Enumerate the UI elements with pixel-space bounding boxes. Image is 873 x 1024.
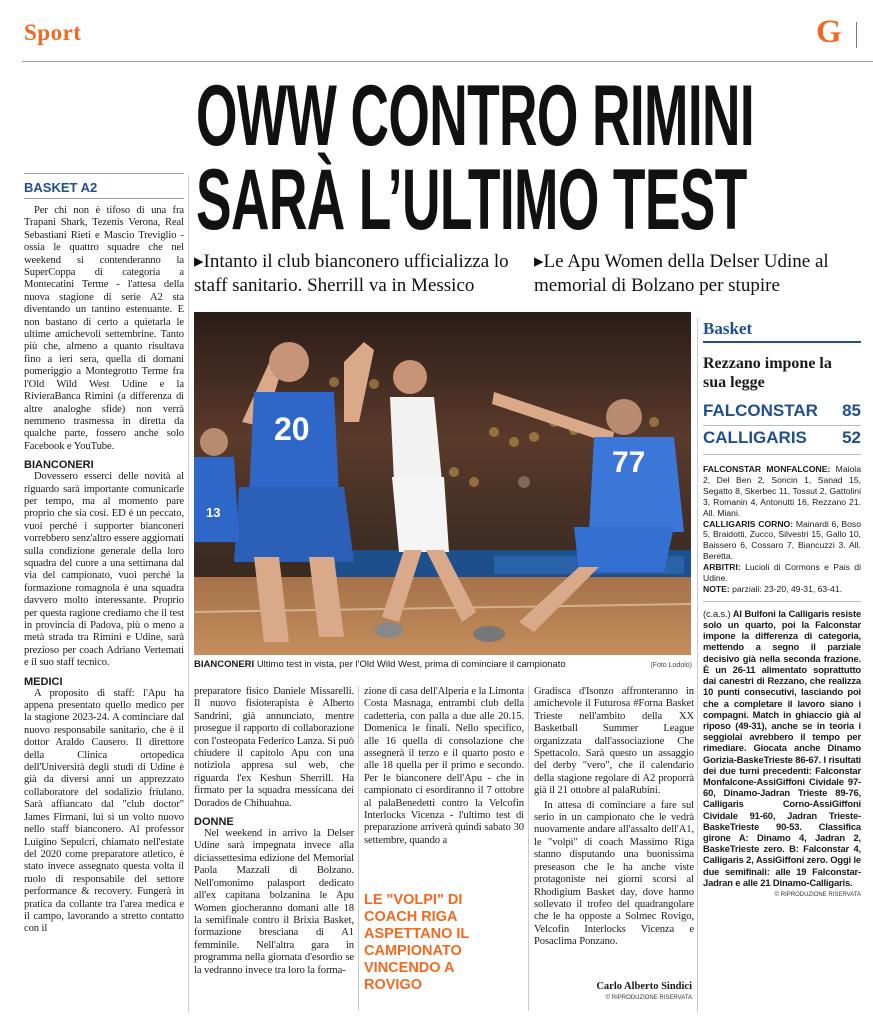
team-1-name: FALCONSTAR <box>703 401 818 420</box>
scoreboard <box>703 401 861 455</box>
box-mid-rule <box>703 601 861 602</box>
sidebar-sub-bianconeri: BIANCONERI <box>24 459 94 472</box>
sidebar-sub-medici: MEDICI <box>24 675 63 688</box>
column-divider-2 <box>528 686 529 1011</box>
article-column-1 <box>194 686 354 1016</box>
box-kicker: Basket <box>703 319 753 338</box>
jersey-number-20: 20 <box>274 411 310 447</box>
roster-2 <box>703 519 861 563</box>
roster-1-label: FALCONSTAR MONFALCONE: <box>703 464 831 474</box>
score-row-2 <box>703 428 861 450</box>
header-divider <box>856 22 857 48</box>
caption-label: BIANCONERI <box>194 659 255 670</box>
box-article <box>703 608 861 888</box>
article-copyright: © RIPRODUZIONE RISERVATA <box>605 995 692 1001</box>
notes-text: parziali: 23-20, 49-31, 63-41. <box>732 583 843 594</box>
referees-label: ARBITRI: <box>703 562 741 573</box>
sidebar-top-rule <box>24 173 184 174</box>
jersey-number-77: 77 <box>612 446 646 479</box>
sidebar-kicker: BASKET A2 <box>24 180 98 195</box>
photo-illustration <box>194 312 691 655</box>
roster-1 <box>703 464 861 519</box>
header-rule <box>22 61 873 62</box>
score-divider <box>703 425 861 426</box>
box-tabellino <box>703 464 861 595</box>
column-2-text: zione di casa dell'Alperia e la Limonta Costa Masnaga, entrambi club della cadetteria, con palla a due alle 20.15. Domenica le finali. Nello specifico, alle 16 quella di consolazione che assegnerà il terzo e il quarto posto e alle 18 quella per il primo e secondo. Per le bianconere dell'Apu - che in campionato ci esordiranno il 7 ottobre al palaBenedetti contro la Velcofin Interlocks Vicenza - l'ultimo test di preparazione arriverà quindi sabato 30 settembre, quando a <box>364 686 524 846</box>
deck-left: ▸Intanto il club bianconero ufficializza lo staff sanitario. Sherrill va in Messico <box>194 251 509 296</box>
column-divider-1 <box>358 686 359 1011</box>
headline-line-1: OWW CONTRO RIMINI <box>196 68 755 164</box>
pull-quote: LE "VOLPI" DI COACH RIGA ASPETTANO IL CAMPIONATO VINCENDO A ROVIGO <box>364 892 469 993</box>
referees-text: Lucioli di Cormons e Pais di Udine. <box>703 562 862 584</box>
photo-caption <box>194 659 624 671</box>
column-1-text-b: Nel weekend in arrivo la Delser Udine sarà impegnata invece alla diciassettesima edizione del Memorial Paola Mazzali di Bolzano. Nell'omonimo palasport dedicato all'ex capitana bolzanina le Apu Women giocheranno domani alle 18 la semifinale contro il Brixia Basket, formazione bresciana di A1 femminile. Nell'altra gara in programma nella giornata d'esordio se la vedranno invece tra loro la forma- <box>194 828 354 976</box>
deck-right: ▸Le Apu Women della Delser Udine al memorial di Bolzano per stupire <box>534 251 829 296</box>
author-byline: Carlo Alberto Sindici <box>596 981 692 992</box>
referees <box>703 562 861 584</box>
basket-result-box <box>703 318 861 1018</box>
roster-2-label: CALLIGARIS CORNO: <box>703 518 794 529</box>
section-label: Sport <box>24 20 82 45</box>
headline <box>196 68 755 248</box>
headline-line-2: SARÀ L’ULTIMO TEST <box>196 152 747 248</box>
sidebar-divider <box>188 175 189 1013</box>
article-column-2 <box>364 686 524 881</box>
article-column-3 <box>534 686 694 980</box>
caption-text: Ultimo test in vista, per l'Old Wild West, prima di cominciare il campionato <box>256 659 566 670</box>
team-2-name: CALLIGARIS <box>703 428 807 447</box>
team-1-score: 85 <box>842 401 861 420</box>
team-2-score: 52 <box>842 428 861 447</box>
sidebar-para-2: A proposito di staff: l'Apu ha appena presentato quello medico per la stagione 2023-24. A cominciare dal nuovo responsabile sanitario, che è il dottor Araldo Causero. Il direttore della Clinica ortopedica dell'Università degli studi di Udine è già da diversi anni un apprezzato collaboratore del sodalizio friulano. Sarà affiancato dal "club doctor" James Firmani, lui sì un volto nuovo nello staff bianconero. Al professor Luigino Sepulcri, chiamato nell'estate del 2020 come preparatore atletico, è stato invece assegnato questa volta il ruolo di responsabile del settore performance & recovery. Fungerà in pratica da collante tra l'area medica e il campo, lavorando a stretto contatto con il <box>24 687 184 935</box>
box-copyright: © RIPRODUZIONE RISERVATA <box>774 891 861 898</box>
jersey-number-13: 13 <box>206 505 221 520</box>
photo-credit: (Foto Lodolo) <box>650 662 692 669</box>
column-3-text: Gradisca d'Isonzo affronteranno in amichevole il Futurosa #Forna Basket Trieste nell'ambito della XX Basketball Summer League organizzata dall'associazione Che Spettacolo. Sarà questo un assaggio del derby "vero", che il calendario della stagione regolare di A2 proporrà già il 21 ottobre al palaRubini. <box>534 686 694 797</box>
box-divider <box>697 318 698 1013</box>
column-1-text: preparatore fisico Daniele Missarelli. Il nuovo fisioterapista è Alberto Sandrini, già annunciato, mentre prosegue il rapporto di collaborazione con l'osteopata Federico Lanza. Si può chiudere il capitolo Apu con una notiziola appresa sul web, che riguarda l'ex Keshun Sherrill. Ha firmato per la squadra messicana dei Dorados de Chihuahua. <box>194 686 354 809</box>
score-row-1 <box>703 401 861 423</box>
game-photo <box>194 312 691 655</box>
sidebar-para-1: Dovessero esserci delle novità al riguardo sarà importante comunicarle per tempo, ma al momento pare proprio che sia così. ED è un peccato, vuoi perché i supporter bianconeri vorrebbero senz'altro essere aggiornati sulla condizione generale della loro squadra del cuore a una settimana dal via del campionato, vuoi perché la formazione romagnola è una squadra davvero molto interessante. Proprio per questa ragione crediamo che il test in provincia di Padova, più o meno a metà strada tra Rimini e Udine, sarà prezioso per coach Adriano Vertemati e il suo staff tecnico. <box>24 471 184 669</box>
box-title: Rezzano impone la sua legge <box>703 355 832 391</box>
notes-label: NOTE: <box>703 583 730 594</box>
column-1-sub-donne: DONNE <box>194 816 234 829</box>
roster-2-text: Mainardi 6, Boso 5, Braidotti, Zucco, Silvestri 15, Gallo 10, Baissero 6, Cossaro 7, Biancuzzi 3. All. Beretta. <box>703 518 861 562</box>
sidebar-kicker-rule <box>24 198 184 199</box>
sidebar-intro: Per chi non è tifoso di una fra Trapani Shark, Tezenis Verona, Real Sebastiani Rieti e Mascio Treviglio - ossia le quattro squadre che nel weekend si contenderanno la SuperCoppa di categoria a Montecatini Terme - l'attesa della nuova stagione di serie A2 sta diventando un tantino estenuante. E non bastano di certo a quietarla le ultime amichevoli settembrine. Tanto più che, almeno a quanto risultava fino a ieri sera, quella di domani pomeriggio a Montegrotto Terme fra l'Old Wild West Udine e la RivieraBanca Rimini (a differenza di altre analoghe sfide) non verrà nemmeno trasmessa in diretta da qualche parte, fossero anche solo Facebook e YouTube. <box>24 205 184 452</box>
box-article-intro: (c.a.s.) <box>703 607 731 619</box>
sidebar-body <box>24 205 184 1015</box>
box-kicker-rule <box>703 341 861 343</box>
column-3-text-b: In attesa di cominciare a fare sul serio in un campionato che le vedrà nuovamente andare all'assalto dell'A1, le "volpi" di coach Massimo Riga stanno disputando una buonissima preseason che le ha anche viste protagoniste nei giorni scorsi al Rhodigium Basket day, dove hanno sollevato il trofeo del quadrangolare che le ha opposte a Solmec Rovigo, Velcofin Interlocks Vicenza e Posaclima Ponzano. <box>534 799 694 948</box>
box-article-text: Al Bulfoni la Calligaris resiste solo un quarto, poi la Falconstar impone la differenza di categoria, mettendo a segno il parziale decisivo già nella seconda frazione. È un 26-11 alimentato soprattutto dai canestri di Rezzano, che realizza 10 punti consecutivi, lasciando poi che a completare il lavoro siano i compagni. Match in ghiaccio già al riposo (49-31), anche se in teoria i seggiolai avrebbero il tempo per rimediare. Giocata anche Dinamo Gorizia-BaskeTrieste 86-67. I risultati dei due turni precedenti: Falconstar Monfalcone-AssiGiffoni Cividale 97-60, Dinamo-Jadran Trieste 89-76, Calligaris Corno-AssiGiffoni Cividale 91-60, Jadran Trieste-BaskeTrieste 90-53. Classifica girone A: Dinamo 4, Jadran 2, BaskeTrieste zero. B: Falconstar 4, Calligaris 2, AssiGiffoni zero. Oggi le due semifinali: alle 19 Falconstar-Jadran e alle 21 Dinamo-Calligaris. <box>703 607 862 888</box>
notes <box>703 584 861 595</box>
newspaper-logo: G <box>816 14 842 50</box>
roster-1-text: Maiola 2, Del Ben 2, Soncin 1, Sanad 15, Segatto 8, Skerbec 11, Tossut 2, Gattolini 3, Romanin 4, Antonutti 16, Rezzano 21. All. Miani. <box>703 464 861 518</box>
score-bottom-rule <box>703 454 861 455</box>
